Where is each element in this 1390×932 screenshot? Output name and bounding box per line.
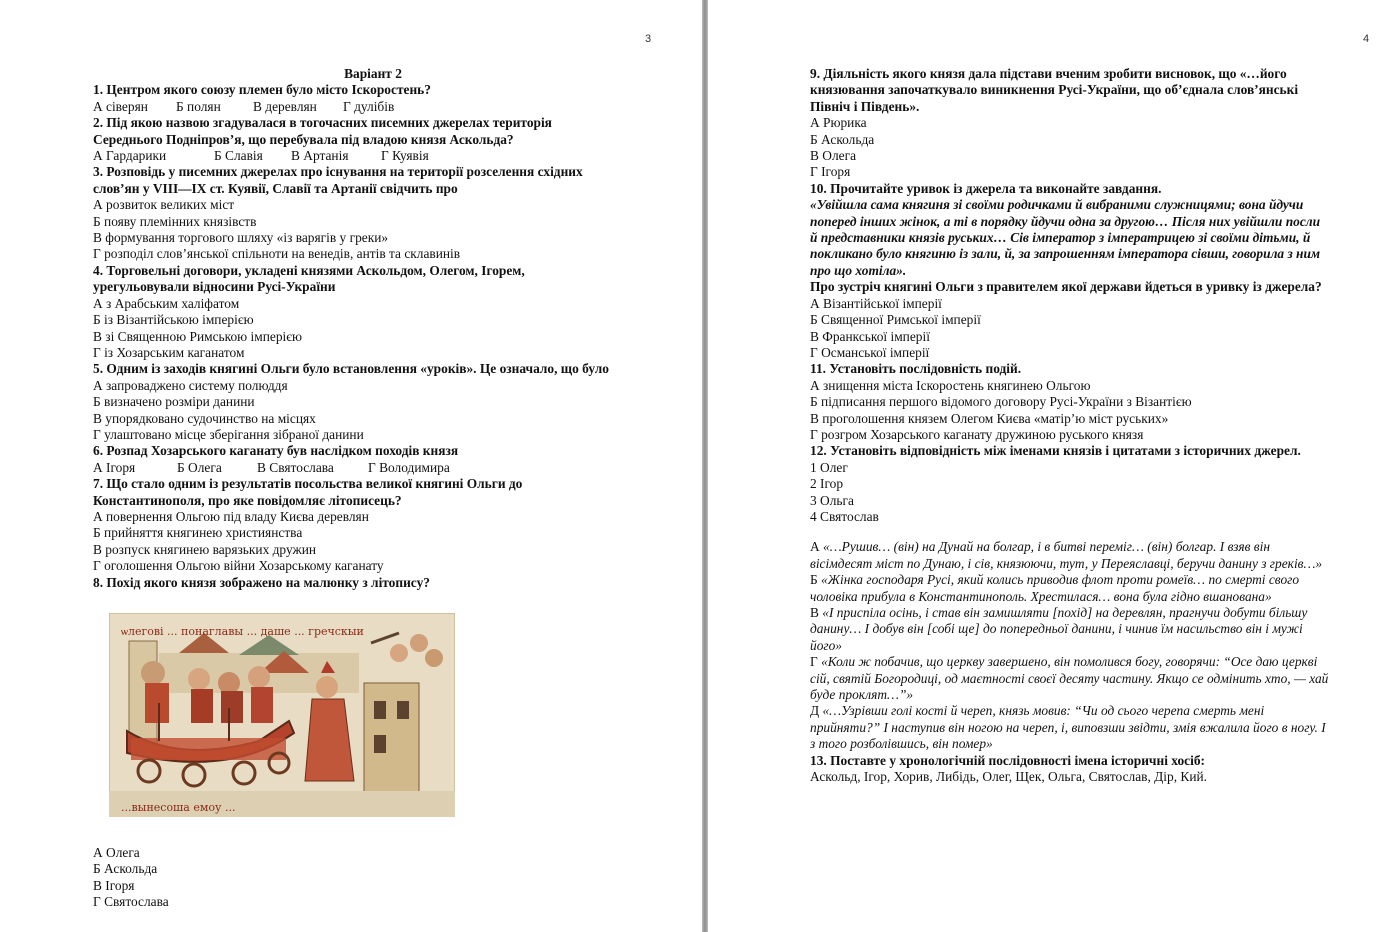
question-13-names: Аскольд, Ігор, Хорив, Либідь, Олег, Щек, Ольга, Святослав, Дір, Кий. (810, 769, 1208, 785)
answers-1 (93, 99, 663, 115)
option: Г Святослава (93, 894, 169, 910)
option: Б визначено розміри данини (93, 394, 255, 410)
question-4-cont: урегульовували відносини Русі-України (93, 279, 336, 295)
question-3: 3. Розповідь у писемних джерелах про існування на території розселення східних (93, 164, 583, 180)
option: В Франкської імперії (810, 328, 930, 344)
answers-2 (93, 148, 663, 164)
option: Б Аскольда (810, 131, 875, 147)
option: Г Ігоря (810, 164, 851, 180)
option: А запроваджено систему полюддя (93, 377, 288, 393)
option: А повернення Ольгою під владу Києва деревлян (93, 508, 369, 524)
source-quote: про що хотіла». (810, 262, 907, 278)
question-9-cont: Північ і Південь». (810, 98, 920, 114)
question-2-cont: Середнього Подніпров’я, що перебувала під владою князя Аскольда? (93, 131, 514, 147)
option: Б Аскольда (93, 861, 158, 877)
miniature-caption-bottom: ...вынесоша емоу ... (121, 801, 236, 814)
name-item: 3 Ольга (810, 492, 854, 508)
question-13: 13. Поставте у хронологічній послідовності імена історичні хосіб: (810, 752, 1205, 768)
option: Г Володимира (368, 459, 450, 475)
option: Б полян (176, 98, 221, 114)
option: Г Османської імперії (810, 344, 930, 360)
quote-text: данину… І добув він [собі ще] до попередньої данини, і чинив їм насильство він і мужі (810, 621, 1303, 637)
question-1: 1. Центром якого союзу племен було місто Іскоростень? (93, 82, 431, 98)
page-number: 4 (1363, 33, 1370, 45)
quote-text: чоловіка прибула в Константинополь. Хрестилася… вона була гідно вшанована» (810, 588, 1272, 604)
option: Б підписання першого відомого договору Русі-України з Візантією (810, 394, 1192, 410)
quote-letter: В (810, 605, 823, 620)
question-10-prompt: Про зустріч княгині Ольги з правителем якої держави йдеться в уривку із джерела? (810, 279, 1322, 295)
option: Б появу племінних князівств (93, 213, 257, 229)
option: В Ігоря (93, 877, 135, 893)
quote-letter: Б (810, 572, 822, 588)
quote-line (810, 654, 1370, 670)
option: Б Славія (214, 148, 263, 164)
source-quote: поперед інших жінок, а ті в порядку йдучи одна за другою… Після них увійшли посли (810, 213, 1321, 229)
answers-6 (93, 460, 663, 476)
name-item: 2 Ігор (810, 476, 844, 492)
quote-text: буде проклят…”» (810, 687, 914, 703)
document-page-right (708, 0, 1390, 932)
option: Б Олега (177, 459, 222, 475)
option: В розпуск княгинею варязьких дружин (93, 541, 317, 557)
quote-text: сій, святій Богородиці, од маєтності своєї десяту частину. Якщо се одмінить хто, — хай (810, 670, 1329, 686)
quote-text: «Коли ж побачив, що церкву завершено, він помолився богу, говорячи: “Осе даю церкві (821, 654, 1318, 670)
question-2: 2. Під якою назвою згадувалася в тогочасних писемних джерелах територія (93, 115, 552, 131)
question-4: 4. Торговельні договори, укладені князями Аскольдом, Олегом, Ігорем, (93, 262, 525, 278)
quote-text: «…Рушив… (він) на Дунай на болгар, і в битві переміг… (він) болгар. І взяв він (823, 539, 1270, 555)
option: В упорядковано судочинство на місцях (93, 410, 316, 426)
option: Г оголошення Ольгою війни Хозарському каганату (93, 558, 384, 574)
question-10: 10. Прочитайте уривок із джерела та виконайте завдання. (810, 180, 1162, 196)
miniature-illustration (109, 613, 455, 817)
quote-letter: Г (810, 654, 822, 670)
question-12: 12. Установіть відповідність між іменами князів і цитатами з історичних джерел. (810, 443, 1301, 459)
quote-text: «І приспіла осінь, і став він замишляти [похід] на деревлян, прагнучи добути більшу (822, 605, 1308, 620)
name-item: 4 Святослав (810, 508, 879, 524)
page-left-content (93, 66, 663, 911)
quote-line (810, 539, 1370, 555)
option: А Олега (93, 845, 140, 860)
option: В зі Священною Римською імперією (93, 328, 302, 344)
option: В проголошення князем Олегом Києва «матір’ю міст руських» (810, 410, 1169, 426)
quote-letter: Д (810, 703, 823, 719)
miniature-caption-top: ѡлегові ... понаглавы ... даше ... гречскыи (121, 625, 364, 638)
question-7-cont: Константинополя, про яке повідомляє літописець? (93, 492, 402, 508)
question-5: 5. Одним із заходів княгині Ольги було встановлення «уроків». Це означало, що було (93, 361, 609, 377)
option: Г Куявія (381, 148, 429, 164)
option: А сіверян (93, 98, 148, 114)
option: Г дулібів (343, 98, 395, 114)
question-7: 7. Що стало одним із результатів посольства великої княгині Ольги до (93, 476, 523, 492)
option: А з Арабським халіфатом (93, 295, 240, 311)
option: А Рюрика (810, 115, 867, 131)
option: А Візантійської імперії (810, 295, 942, 311)
option: В деревлян (253, 98, 317, 114)
quote-line (810, 572, 1370, 588)
quote-text: з того розболівшись, він помер» (810, 736, 993, 752)
option: Б прийняття княгинею християнства (93, 525, 303, 541)
source-quote: й представники князів руських… Сів імператор з імператрицею зі своїми дітьми, й (810, 230, 1311, 246)
quote-text: його» (810, 637, 843, 653)
chronicle-miniature-image (109, 613, 455, 817)
question-3-cont: слов’ян у VIII—IX ст. Куявії, Славії та Артанії свідчить про (93, 180, 458, 196)
page-right-content (810, 66, 1370, 785)
option: В Артанія (291, 148, 349, 164)
quote-line (810, 605, 1370, 621)
question-6: 6. Розпад Хозарського каганату був наслідком походів князя (93, 443, 459, 459)
option: В Олега (810, 148, 857, 164)
variant-title: Варіант 2 (344, 66, 402, 81)
page-number: 3 (645, 33, 652, 45)
option: В формування торгового шляху «із варягів у греки» (93, 230, 389, 246)
quote-line (810, 703, 1370, 719)
quote-text: «…Узрівши голі кості й череп, князь мовив: “Чи од сього черепа смерть мені (822, 703, 1265, 719)
question-9-cont: князювання започаткувало виникнення Русі-України, що об’єднала слов’янські (810, 82, 1299, 98)
option: В Святослава (257, 459, 334, 475)
question-9: 9. Діяльність якого князя дала підстави вченим зробити висновок, що «…його (810, 66, 1287, 81)
quote-text: «Жінка господаря Русі, який колись приводив флот проти ромеїв… по смерті свого (821, 572, 1300, 588)
option: Б Священної Римської імперії (810, 312, 981, 328)
quote-text: прийняти?” І наступив він ногою на череп, і, виповзши звідти, змія вжалила його в ногу. І (810, 719, 1326, 735)
question-8: 8. Похід якого князя зображено на малюнку з літопису? (93, 574, 430, 590)
option: Г із Хозарським каганатом (93, 344, 245, 360)
option: А розвиток великих міст (93, 197, 235, 213)
option: Б із Візантійською імперією (93, 312, 254, 328)
option: Г розподіл слов’янської спільноти на венедів, антів та склавинів (93, 246, 461, 262)
question-11: 11. Установіть послідовність подій. (810, 361, 1022, 377)
quote-text: вісімдесят міст по Дунаю, і сів, князюючи, тут, у Переяславці, беручи данину з греків…» (810, 555, 1323, 571)
quote-letter: А (810, 539, 824, 555)
source-quote: покликано було княгиню із зали, й, за запрошенням імператора сівши, говорила з ним (810, 246, 1321, 262)
option: Г улаштовано місце зберігання зібраної данини (93, 426, 364, 442)
name-item: 1 Олег (810, 459, 848, 475)
option: Г розгром Хозарського каганату дружиною руського князя (810, 426, 1144, 442)
option: А знищення міста Іскоростень княгинею Ольгою (810, 377, 1091, 393)
option: А Ігоря (93, 459, 136, 475)
option: А Гардарики (93, 148, 167, 164)
source-quote: «Увійшла сама княгиня зі своїми родичками й вибраними служницями; вона йдучи (810, 197, 1304, 213)
